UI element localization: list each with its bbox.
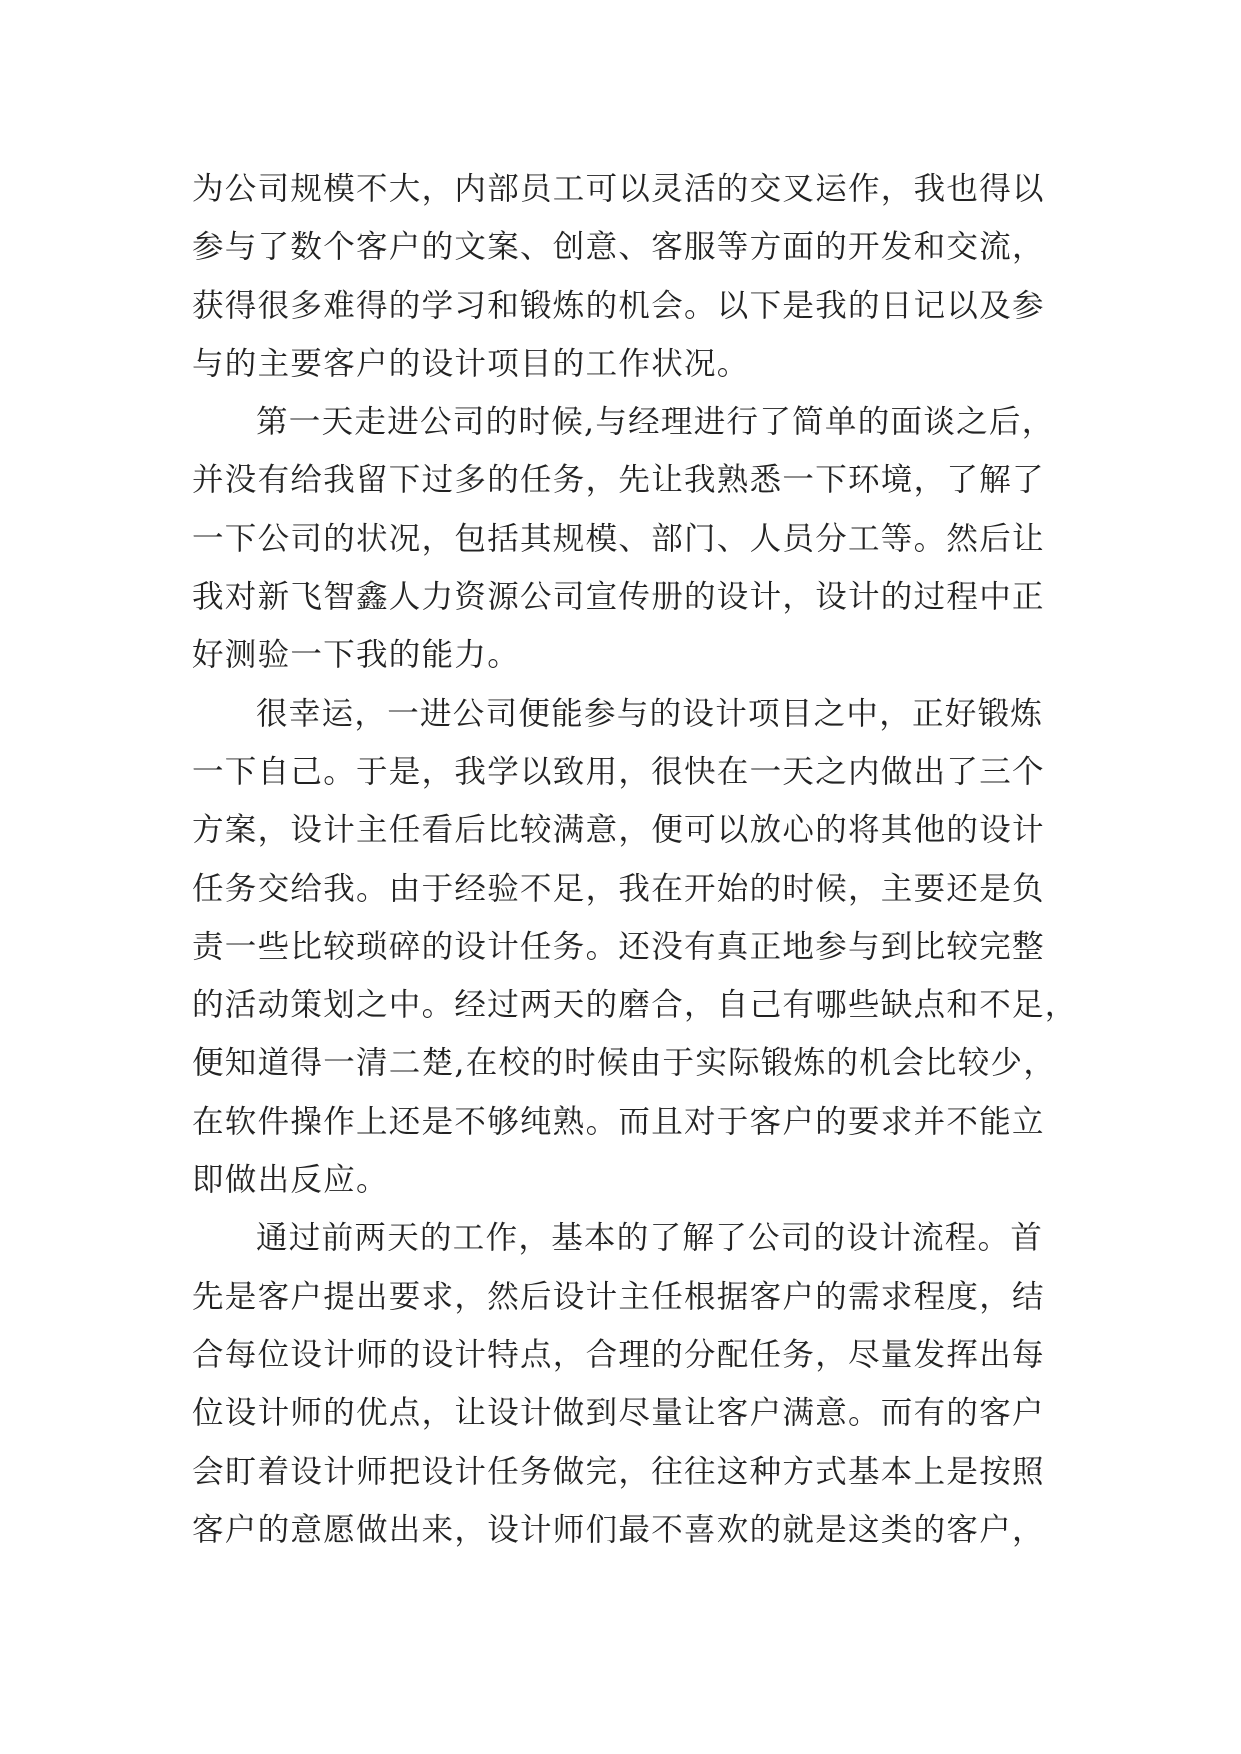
text-line: 并没有给我留下过多的任务，先让我熟悉一下环境，了解了 [192, 462, 1045, 499]
text-line: 责一些比较琐碎的设计任务。还没有真正地参与到比较完整 [192, 928, 1045, 965]
text-line: 获得很多难得的学习和锻炼的机会。以下是我的日记以及参 [192, 287, 1045, 324]
text-line: 在软件操作上还是不够纯熟。而且对于客户的要求并不能立 [192, 1103, 1045, 1140]
text-line: 很幸运，一进公司便能参与的设计项目之中，正好锻炼 [256, 695, 1044, 732]
text-line: 先是客户提出要求，然后设计主任根据客户的需求程度，结 [192, 1278, 1045, 1315]
text-line: 便知道得一清二楚,在校的时候由于实际锻炼的机会比较少， [192, 1045, 1057, 1082]
text-line: 为公司规模不大，内部员工可以灵活的交叉运作，我也得以 [192, 171, 1045, 207]
text-line: 好测验一下我的能力。 [192, 637, 521, 674]
text-line: 位设计师的优点，让设计做到尽量让客户满意。而有的客户 [192, 1395, 1045, 1432]
text-line: 客户的意愿做出来，设计师们最不喜欢的就是这类的客户， [192, 1511, 1045, 1548]
text-line: 第一天走进公司的时候,与经理进行了简单的面谈之后， [256, 404, 1055, 441]
text-line: 合每位设计师的设计特点，合理的分配任务，尽量发挥出每 [192, 1336, 1045, 1373]
text-line: 会盯着设计师把设计任务做完，往往这种方式基本上是按照 [192, 1453, 1045, 1490]
text-line: 一下自己。于是，我学以致用，很快在一天之内做出了三个 [192, 753, 1045, 790]
text-line: 我对新飞智鑫人力资源公司宣传册的设计，设计的过程中正 [192, 579, 1045, 616]
text-line: 方案，设计主任看后比较满意，便可以放心的将其他的设计 [192, 812, 1045, 849]
text-line: 参与了数个客户的文案、创意、客服等方面的开发和交流， [192, 229, 1045, 266]
body-text [192, 160, 1078, 1559]
text-line: 的活动策划之中。经过两天的磨合，自己有哪些缺点和不足， [192, 987, 1078, 1024]
text-line: 通过前两天的工作，基本的了解了公司的设计流程。首 [256, 1220, 1044, 1257]
text-line: 任务交给我。由于经验不足，我在开始的时候，主要还是负 [192, 870, 1045, 907]
text-line: 一下公司的状况，包括其规模、部门、人员分工等。然后让 [192, 520, 1045, 557]
text-line: 即做出反应。 [192, 1162, 389, 1199]
text-line: 与的主要客户的设计项目的工作状况。 [192, 345, 750, 382]
